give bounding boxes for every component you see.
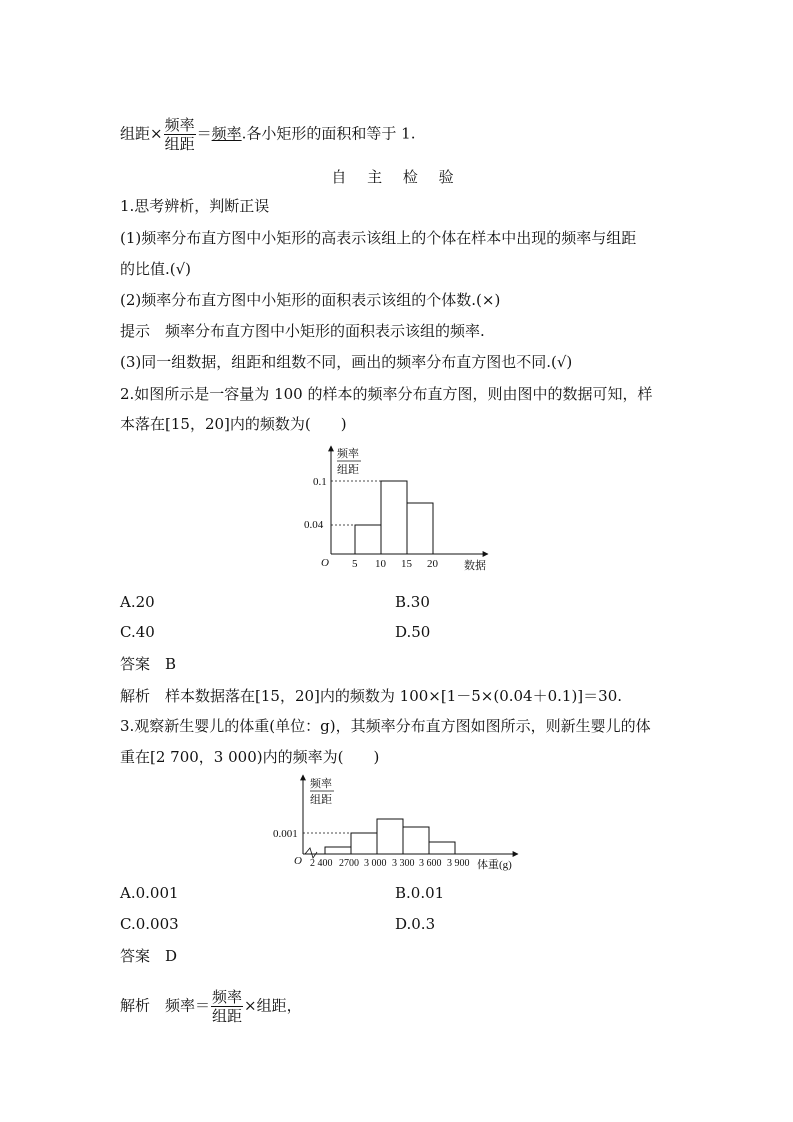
intro-text-b: ＝ [196, 124, 212, 143]
y-tick-label: 0.1 [313, 476, 327, 488]
section-title: 自 主 检 验 [331, 168, 462, 186]
x-tick-label: 10 [375, 558, 386, 570]
q3-option-a: A.0.001 [120, 884, 179, 902]
q1-title: 1.思考辨析，判断正误 [120, 197, 270, 215]
q2-solution: 解析 样本数据落在[15，20]内的频数为 100×[1－5×(0.04＋0.1)]＝30. [120, 687, 623, 705]
q3-option-b: B.0.01 [395, 884, 445, 902]
y-tick-label: 0.04 [304, 519, 324, 531]
fraction-denominator: 组距 [212, 1007, 243, 1025]
x-tick-label: 5 [352, 558, 358, 570]
fraction-numerator: 频率 [164, 116, 195, 134]
x-tick-label: 3 900 [447, 858, 470, 869]
fraction-denominator: 组距 [164, 135, 195, 153]
q3-option-d: D.0.3 [395, 915, 436, 933]
y-label-numerator: 频率 [337, 448, 359, 460]
intro-text-a: 组距× [120, 124, 163, 143]
histogram-chart-1 [300, 442, 500, 574]
bar [325, 847, 351, 854]
x-tick-label: 3 600 [419, 858, 442, 869]
q1-statement-2: (2)频率分布直方图中小矩形的面积表示该组的个体数.(×) [120, 291, 501, 309]
q2-option-c: C.40 [120, 623, 155, 641]
y-label-denominator: 组距 [310, 794, 332, 806]
x-tick-label: 3 300 [392, 858, 415, 869]
x-tick-label: 3 000 [364, 858, 387, 869]
q3-solution [120, 988, 302, 1025]
x-tick-label: 20 [427, 558, 438, 570]
y-tick-label: 0.001 [273, 828, 298, 840]
q1-statement-1a: (1)频率分布直方图中小矩形的高表示该组上的个体在样本中出现的频率与组距 [120, 229, 637, 247]
x-tick-label: 15 [401, 558, 412, 570]
fraction-numerator: 频率 [212, 988, 243, 1006]
x-axis-label: 数据 [464, 560, 486, 572]
bar [407, 503, 433, 554]
bar [351, 833, 377, 854]
q3-stem-a: 3.观察新生婴儿的体重(单位：g)，其频率分布直方图如图所示，则新生婴儿的体 [120, 717, 651, 735]
bar [381, 481, 407, 554]
q1-statement-3: (3)同一组数据，组距和组数不同，画出的频率分布直方图也不同.(√) [120, 353, 573, 371]
q2-stem-a: 2.如图所示是一容量为 100 的样本的频率分布直方图，则由图中的数据可知，样 [120, 385, 653, 403]
intro-text-c: .各小矩形的面积和等于 1. [241, 124, 416, 143]
intro-line [120, 116, 415, 153]
bar [377, 819, 403, 854]
q2-stem-b: 本落在[15，20]内的频数为( ) [120, 415, 347, 433]
fraction [164, 116, 196, 153]
q3-stem-b: 重在[2 700，3 000)内的频率为( ) [120, 748, 380, 766]
fraction [211, 988, 243, 1025]
y-label-numerator: 频率 [310, 778, 332, 790]
x-tick-label: 2700 [339, 858, 359, 869]
intro-underlined: 频率 [211, 124, 242, 143]
bar [429, 842, 455, 854]
origin-label: O [294, 855, 302, 867]
histogram-chart-2 [270, 772, 530, 876]
origin-label: O [321, 557, 329, 569]
bar [355, 525, 381, 554]
q3-answer: 答案 D [120, 947, 178, 965]
bar [403, 827, 429, 854]
q2-option-d: D.50 [395, 623, 431, 641]
axis-break [305, 848, 317, 858]
x-tick-label: 2 400 [310, 858, 333, 869]
q2-option-a: A.20 [120, 593, 155, 611]
q2-option-b: B.30 [395, 593, 430, 611]
q2-answer: 答案 B [120, 655, 177, 673]
q3-solution-text-a: 解析 频率＝ [120, 996, 211, 1015]
q3-option-c: C.0.003 [120, 915, 179, 933]
q1-statement-1b: 的比值.(√) [120, 260, 192, 278]
y-label-denominator: 组距 [337, 464, 359, 476]
q3-solution-text-b: ×组距， [244, 996, 302, 1015]
q1-hint: 提示 频率分布直方图中小矩形的面积表示该组的频率. [120, 322, 485, 340]
x-axis-label: 体重(g) [477, 859, 512, 871]
